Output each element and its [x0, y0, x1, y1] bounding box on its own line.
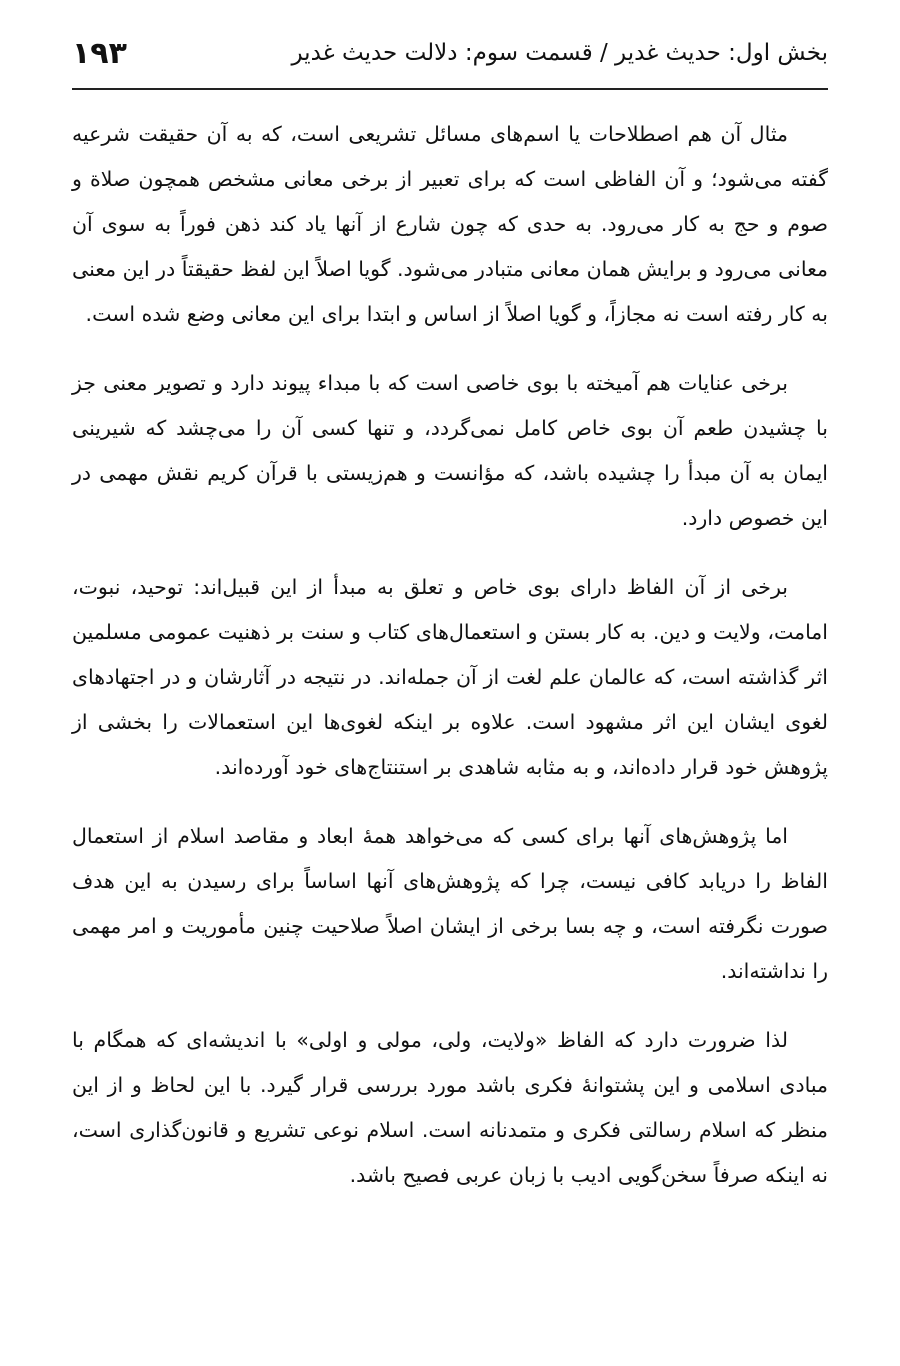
paragraph-1: مثال آن هم اصطلاحات یا اسم‌های مسائل تشریعی است، که به آن حقیقت شرعیه گفته می‌شود؛ و آن الفاظی است که برای تعبیر از برخی معانی مشخص همچون صلاة و صوم و حج به کار می‌رود. به حدی که چون شارع از آنها یاد کند ذهن فوراً به سوی آن معانی می‌رود و برایش همان معانی متبادر می‌شود. گویا اصلاً این لفظ حقیقتاً در این معنی به کار رفته است نه مجازاً، و گویا اصلاً از اساس و ابتدا برای این معانی وضع شده است. — [71, 122, 828, 326]
body-text — [72, 112, 828, 1222]
paragraph-5: لذا ضرورت دارد که الفاظ «ولایت، ولی، مولی و اولی» با اندیشه‌ای که همگام با مبادی اسلامی و این پشتوانهٔ فکری باشد مورد بررسی قرار گیرد. با این لحاظ و از این منظر که اسلام رسالتی فکری و متمدنانه است. اسلام نوعی تشریع و قانون‌گذاری است، نه اینکه صرفاً سخن‌گویی ادیب با زبان عربی فصیح باشد. — [72, 1028, 828, 1187]
header-divider — [72, 88, 828, 90]
running-header-title: بخش اول: حدیث غدیر / قسمت سوم: دلالت حدیث غدیر — [291, 40, 828, 66]
paragraph-3: برخی از آن الفاظ دارای بوی خاص و تعلق به مبدأ از این قبیل‌اند: توحید، نبوت، امامت، ولایت و دین. به کار بستن و استعمال‌های کتاب و سنت بر ذهنیت عمومی مسلمین اثر گذاشته است، که عالمان علم لغت از آن جمله‌اند. در نتیجه در آثارشان و در اجتهادهای لغوی ایشان این اثر مشهود است. علاوه بر اینکه لغوی‌ها این استعمالات را بخشی از پژوهش خود قرار داده‌اند، و به مثابه شاهدی بر استنتاج‌های خود آورده‌اند. — [72, 575, 828, 779]
page-number: ۱۹۳ — [72, 35, 127, 71]
running-header — [72, 28, 828, 78]
paragraph-2: برخی عنایات هم آمیخته با بوی خاصی است که با مبداء پیوند دارد و تصویر معنی جز با چشیدن طعم آن بوی خاص کامل نمی‌گردد، و تنها کسی آن را می‌چشد که شیرینی ایمان به آن مبدأ را چشیده باشد، که مؤانست و هم‌زیستی با قرآن کریم نقش مهمی در این خصوص دارد. — [72, 371, 828, 530]
paragraph-4: اما پژوهش‌های آنها برای کسی که می‌خواهد همهٔ ابعاد و مقاصد اسلام از استعمال الفاظ را دریابد کافی نیست، چرا که پژوهش‌های آنها اساساً برای رسیدن به این هدف صورت نگرفته است، و چه بسا برخی از ایشان اصلاً صلاحیت چنین مأموریت و امر مهمی را نداشته‌اند. — [72, 824, 828, 983]
